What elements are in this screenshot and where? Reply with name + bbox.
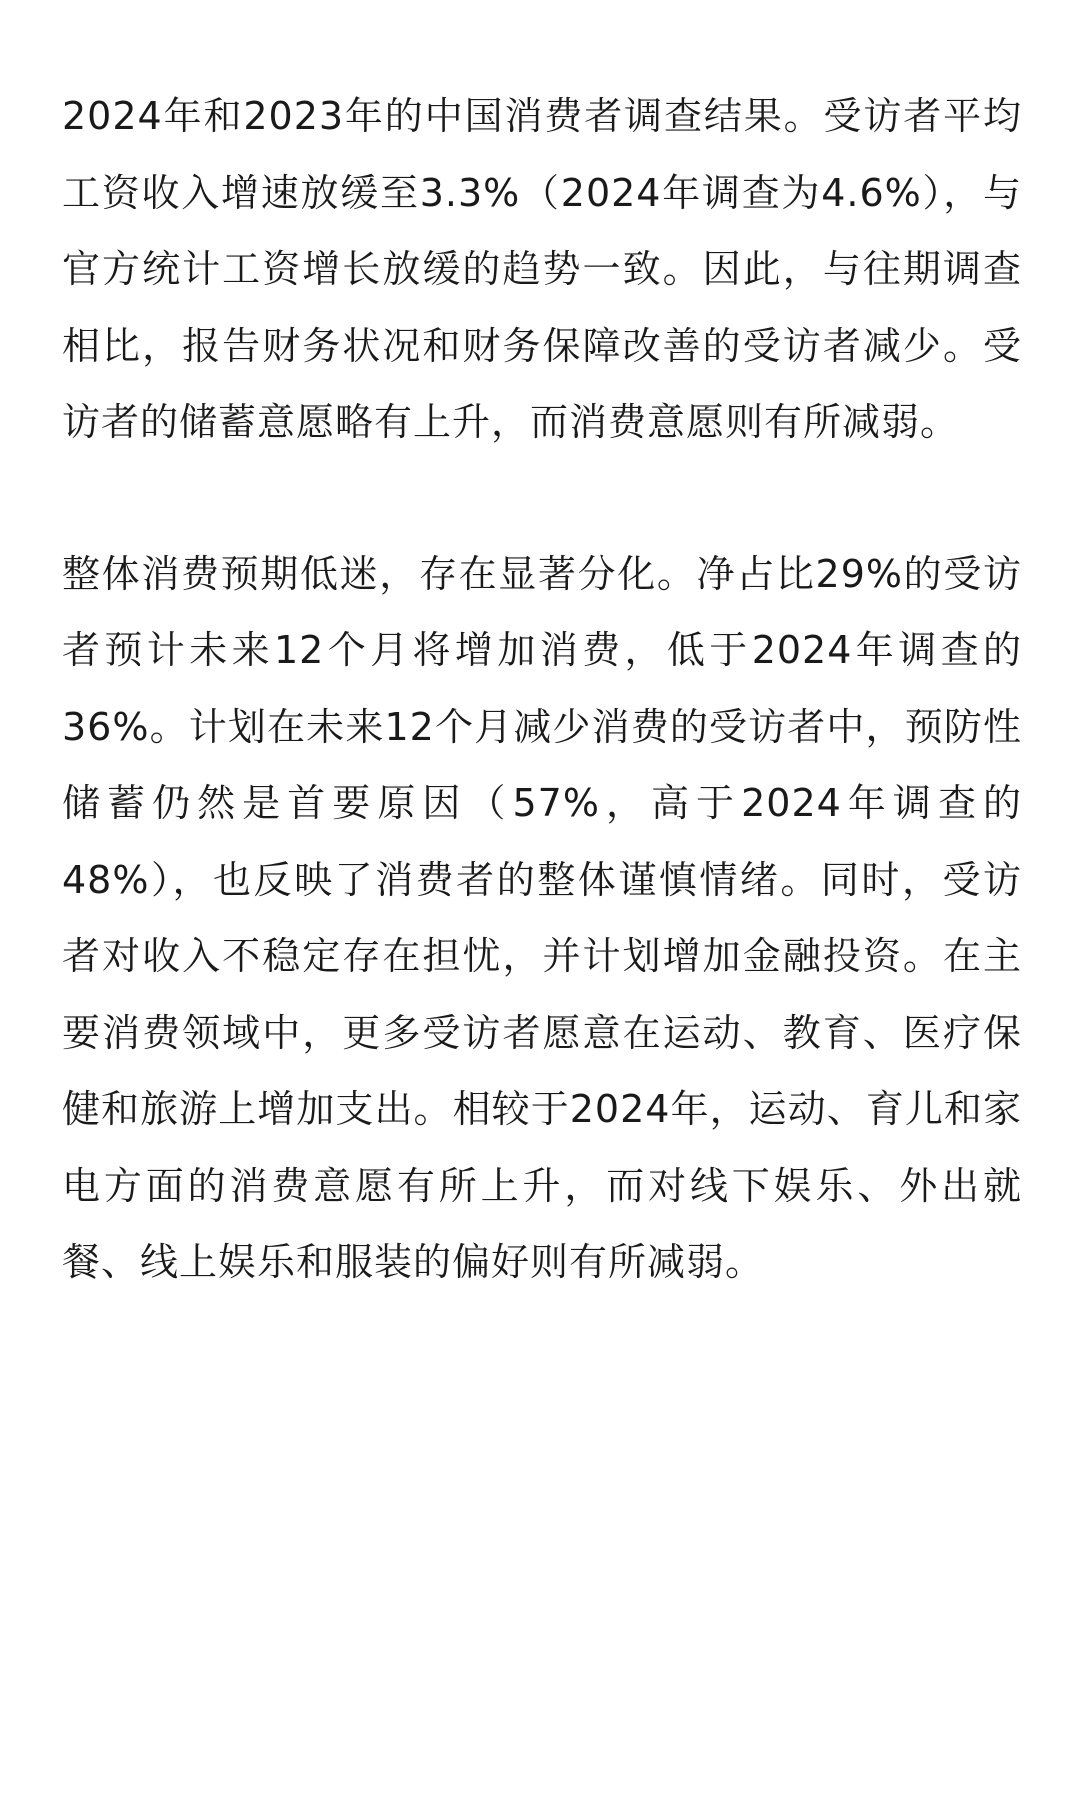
article-body <box>62 78 1022 1301</box>
paragraph-consumption-outlook: 整体消费预期低迷，存在显著分化。净占比29%的受访者预计未来12个月将增加消费，低于2024年调查的36%。计划在未来12个月减少消费的受访者中，预防性储蓄仍然是首要原因（57%，高于2024年调查的48%），也反映了消费者的整体谨慎情绪。同时，受访者对收入不稳定存在担忧，并计划增加金融投资。在主要消费领域中，更多受访者愿意在运动、教育、医疗保健和旅游上增加支出。相较于2024年，运动、育儿和家电方面的消费意愿有所上升，而对线下娱乐、外出就餐、线上娱乐和服装的偏好则有所减弱。 <box>62 551 1022 1284</box>
paragraph-salary-savings: 2024年和2023年的中国消费者调查结果。受访者平均工资收入增速放缓至3.3%（2024年调查为4.6%），与官方统计工资增长放缓的趋势一致。因此，与往期调查相比，报告财务状况和财务保障改善的受访者减少。受访者的储蓄意愿略有上升，而消费意愿则有所减弱。 <box>62 94 1022 444</box>
